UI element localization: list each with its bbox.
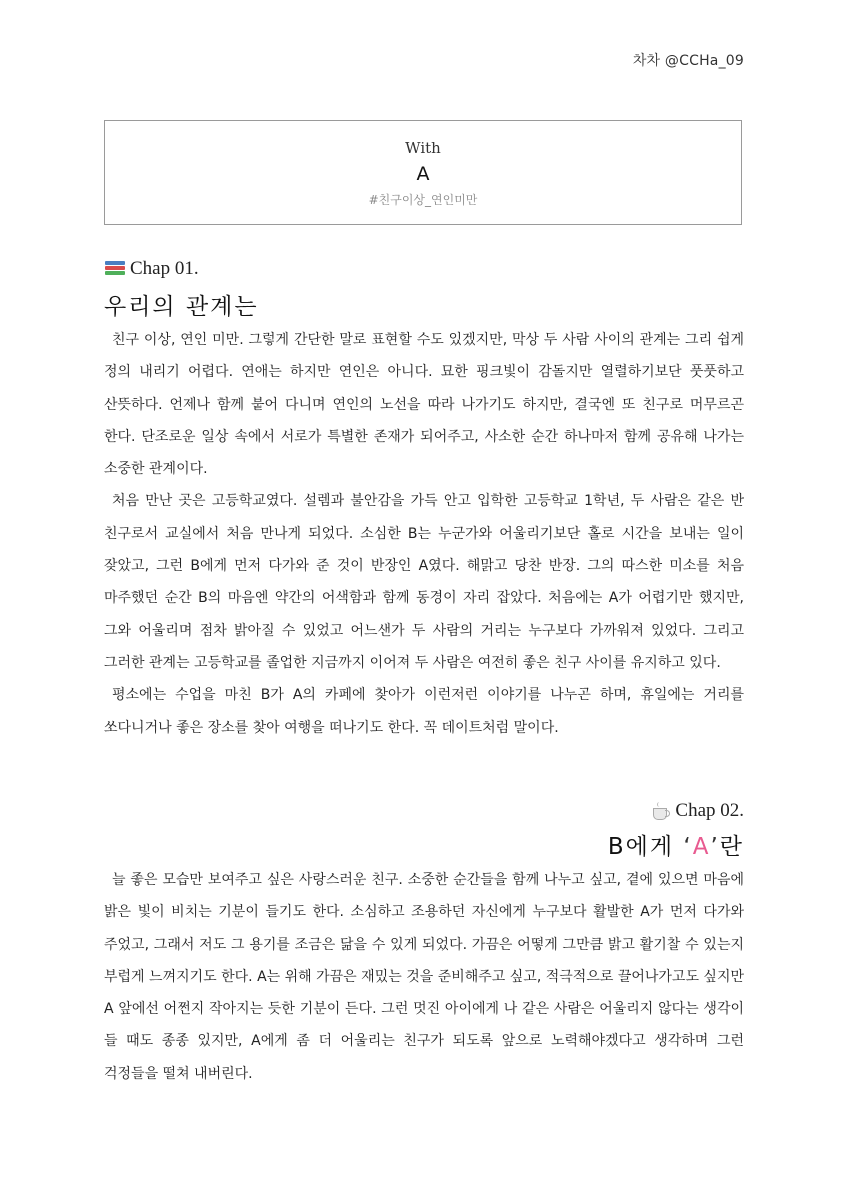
chapter-2-header (104, 800, 744, 861)
chapter-2-heading-name: A (692, 834, 711, 860)
chapter-1-heading: 우리의 관계는 (104, 294, 259, 320)
author-credit: 차차 @CCHa_09 (632, 53, 744, 69)
chapter-2-heading-suffix: 란 (719, 834, 744, 860)
chapter-1-header (104, 258, 744, 321)
chapter-1-label-row (104, 258, 744, 280)
coffee-cup-icon (651, 802, 671, 820)
books-icon (104, 260, 126, 278)
chapter-2-body (104, 864, 744, 1090)
chapter-1-paragraph: 친구 이상, 연인 미만. 그렇게 간단한 말로 표현할 수도 있겠지만, 막상 두 사람 사이의 관계는 그리 쉽게 정의 내리기 어렵다. 연애는 하지만 연인은 아니다. 묘한 핑크빛이 감돌지만 열렬하기보단 풋풋하고 산뜻하다. 언제나 함께 붙어 다니며 연인의 노선을 따라 나가기도 하지만, 결국엔 또 친구로 머무르곤 한다. 단조로운 일상 속에서 서로가 특별한 존재가 되어주고, 사소한 순간 하나마저 함께 공유해 나가는 소중한 관계이다. (104, 332, 744, 478)
title-name: A (416, 163, 430, 185)
title-hashtag: #친구이상_연인미만 (368, 193, 478, 207)
chapter-2-label: Chap 02. (675, 800, 744, 821)
chapter-1-paragraph: 처음 만난 곳은 고등학교였다. 설렘과 불안감을 가득 안고 입학한 고등학교 1학년, 두 사람은 같은 반 친구로서 교실에서 처음 만나게 되었다. 소심한 B는 누군가와 어울리기보단 홀로 시간을 보내는 일이 잦았고, 그런 B에게 먼저 다가와 준 것이 반장인 A였다. 해맑고 당찬 반장. 그의 따스한 미소를 처음 마주했던 순간 B의 마음엔 약간의 어색함과 함께 동경이 자리 잡았다. 처음에는 A가 어렵기만 했지만, 그와 어울리며 점차 밝아질 수 있었고 어느샌가 두 사람의 거리는 누구보다 가까워져 있었다. 그리고 그러한 관계는 고등학교를 졸업한 지금까지 이어져 두 사람은 여전히 좋은 친구 사이를 유지하고 있다. (104, 493, 744, 671)
chapter-2-label-row (104, 800, 744, 822)
chapter-1-paragraph: 평소에는 수업을 마친 B가 A의 카페에 찾아가 이런저런 이야기를 나누곤 하며, 휴일에는 거리를 쏘다니거나 좋은 장소를 찾아 여행을 떠나기도 한다. 꼭 데이트처럼 말이다. (104, 687, 744, 736)
chapter-2-heading-prefix: B에게 (607, 834, 675, 860)
chapter-2-heading (104, 828, 744, 861)
title-box (104, 120, 742, 225)
quote-open: ‘ (683, 834, 693, 860)
title-with: With (405, 139, 441, 157)
quote-close: ’ (710, 834, 720, 860)
chapter-1-body (104, 324, 744, 744)
chapter-1-label: Chap 01. (130, 258, 199, 279)
chapter-2-paragraph: 늘 좋은 모습만 보여주고 싶은 사랑스러운 친구. 소중한 순간들을 함께 나누고 싶고, 곁에 있으면 마음에 밝은 빛이 비치는 기분이 들기도 한다. 소심하고 조용하던 자신에게 누구보다 활발한 A가 먼저 다가와 주었고, 그래서 저도 그 용기를 조금은 닮을 수 있게 되었다. 가끔은 어떻게 그만큼 밝고 활기찰 수 있는지 부럽게 느껴지기도 한다. A는 위해 가끔은 재밌는 것을 준비해주고 싶고, 적극적으로 끌어나가고도 싶지만 A 앞에선 어쩐지 작아지는 듯한 기분이 든다. 그런 멋진 아이에게 나 같은 사람은 어울리지 않다는 생각이 들 때도 종종 있지만, A에게 좀 더 어울리는 친구가 되도록 앞으로 노력해야겠다고 생각하며 그런 걱정들을 떨쳐 내버린다. (104, 872, 744, 1082)
